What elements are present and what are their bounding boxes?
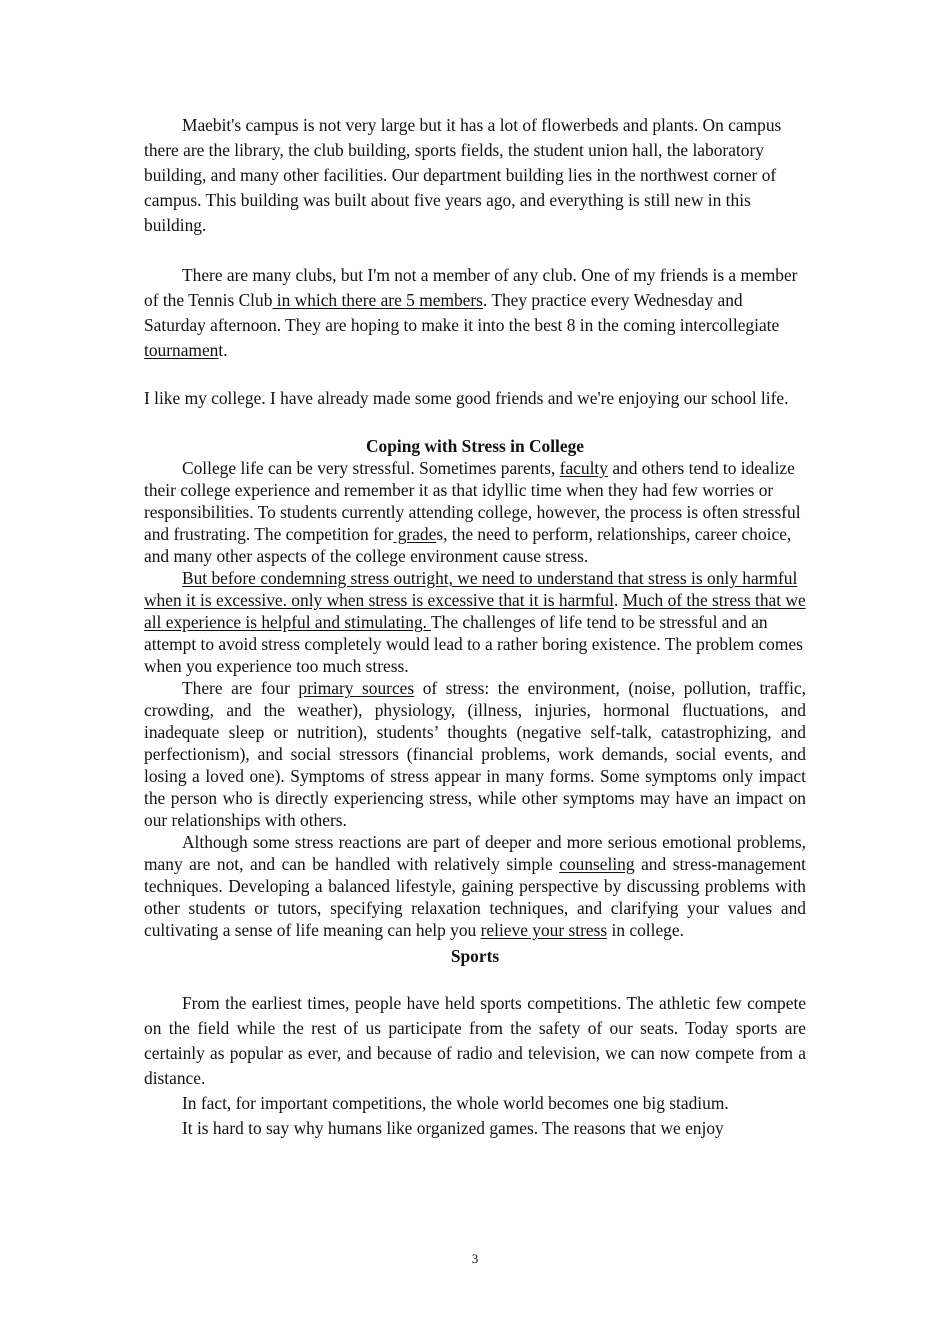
text-run: There are four — [182, 678, 299, 698]
stress-paragraph-3 — [144, 677, 806, 831]
underlined-phrase: counseling — [559, 854, 635, 874]
underlined-phrase: grade — [393, 524, 437, 544]
text-run: Although some stress reactions are part of deeper and more serious emotional problems, many are not, and can be handled with relatively simple — [144, 832, 806, 874]
text-run: s, the need to perform, relationships, career choice, and many other aspects of the college environment cause stress. — [144, 524, 792, 566]
underlined-phrase: faculty — [559, 458, 608, 478]
sports-paragraph-2: In fact, for important competitions, the whole world becomes one big stadium. — [182, 1093, 729, 1113]
text-run: of stress: the environment, (noise, pollution, traffic, crowding, and the weather), physiology, (illness, injuries, hormonal fluctuations, and inadequate sleep or nutrition), students’ thoughts (negative self-talk, catastrophizing, and perfectionism), and social stressors (financial problems, work demands, social events, and losing a loved one). Symptoms of stress appear in many forms. Some symptoms only impact the person who is directly experiencing stress, while other symptoms may have an impact on our relationships with others. — [144, 678, 806, 830]
sports-heading: Sports — [450, 946, 500, 966]
underlined-phrase: relieve your stress — [480, 920, 608, 940]
text-run: and others tend to idealize their college experience and remember it as that idyllic time when they had few worries or responsibilities. To students currently attending college, however, the process is often stressful and frustrating. The competition for — [144, 458, 801, 544]
text-run: t. — [218, 340, 228, 360]
stress-heading: Coping with Stress in College — [365, 436, 585, 456]
text-run: and stress-management techniques. Developing a balanced lifestyle, gaining perspective by discussing problems with other students or tutors, specifying relaxation techniques, and clarifying your values and cultivating a sense of life meaning can help you — [144, 854, 806, 940]
spacer — [144, 238, 806, 263]
text-run: . They practice every Wednesday and Saturday afternoon. They are hoping to make it into the best 8 in the coming intercollegiate — [144, 290, 780, 335]
document-page — [144, 113, 806, 1141]
stress-paragraph-2 — [144, 567, 806, 677]
underlined-phrase: in which there are 5 members — [272, 290, 483, 310]
sports-paragraph-3: It is hard to say why humans like organized games. The reasons that we enjoy — [182, 1118, 724, 1138]
text-run: in college. — [607, 920, 684, 940]
campus-paragraph: Maebit's campus is not very large but it has a lot of flowerbeds and plants. On campus there are the library, the club building, sports fields, the student union hall, the laboratory building, and many other facilities. Our department building lies in the northwest corner of campus. This building was built about five years ago, and everything is still new in this building. — [144, 115, 782, 235]
text-run: . — [613, 590, 623, 610]
underlined-phrase: But before condemning stress outright, we need to understand that stress is only harmful when it is excessive — [144, 568, 798, 610]
clubs-paragraph — [144, 263, 806, 363]
underlined-phrase: tournamen — [144, 340, 219, 360]
underlined-phrase: . only when stress is excessive that it is harmful — [282, 590, 614, 610]
text-run: The challenges of life tend to be stressful and an attempt to avoid stress completely would lead to a rather boring existence. The problem comes when you experience too much stress. — [144, 612, 803, 676]
stress-paragraph-1 — [144, 457, 806, 567]
page-number: 3 — [471, 1251, 479, 1266]
underlined-phrase: Much of the stress that we all experience is helpful and stimulating. — [144, 590, 806, 632]
text-run: College life can be very stressful. Sometimes parents, — [182, 458, 560, 478]
spacer — [144, 363, 806, 388]
spacer — [144, 411, 806, 435]
sports-paragraph-1: From the earliest times, people have held sports competitions. The athletic few compete on the field while the rest of us participate from the safety of our seats. Today sports are certainly as popular as ever, and because of radio and television, we can now compete from a distance. — [144, 993, 806, 1088]
underlined-phrase: primary sources — [298, 678, 415, 698]
college-paragraph: I like my college. I have already made some good friends and we're enjoying our school life. — [144, 388, 789, 408]
text-run: There are many clubs, but I'm not a member of any club. One of my friends is a member of the Tennis Club — [144, 265, 798, 310]
stress-paragraph-4 — [144, 831, 806, 941]
spacer — [144, 967, 806, 991]
